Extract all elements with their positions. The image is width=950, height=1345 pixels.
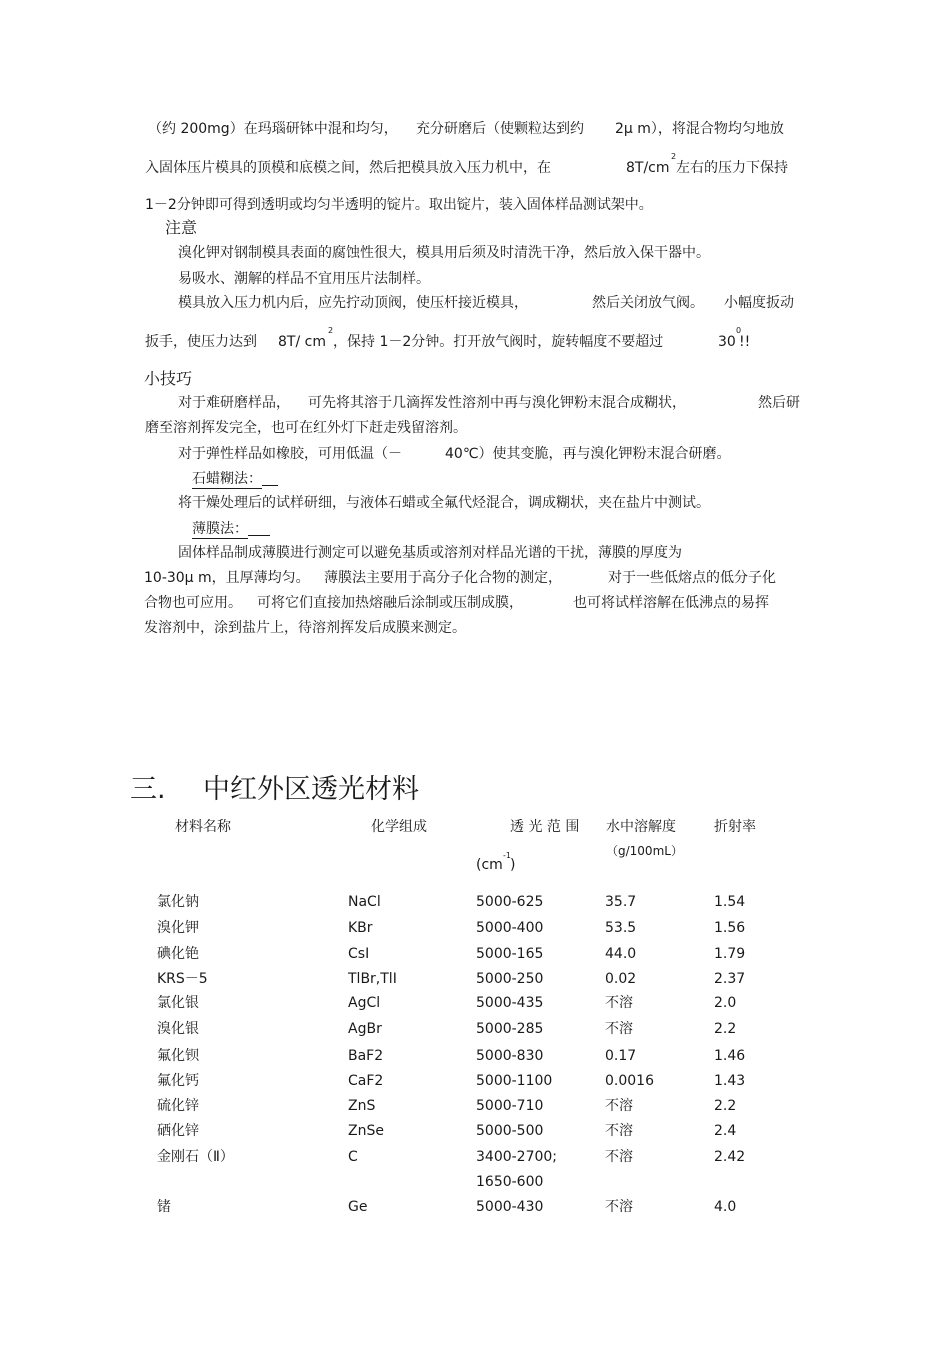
para1-line1-a: （约 200mg）在玛瑙研钵中混和均匀，	[148, 121, 398, 137]
cell-range: 1650-600	[476, 1174, 544, 1190]
cell-name: 金刚石（Ⅱ）	[157, 1149, 234, 1165]
cell-formula: C	[348, 1149, 358, 1165]
note-item-3-g: 30	[718, 334, 736, 350]
tips-line3-b: 40℃）使其变脆，再与溴化钾粉末混合研磨。	[445, 446, 731, 462]
film-line2	[144, 569, 804, 587]
tips-line1-b: 可先将其溶于几滴挥发性溶剂中再与溴化钾粉末混合成糊状，	[308, 395, 686, 411]
cell-formula: AgBr	[348, 1021, 382, 1037]
cell-formula: ZnS	[348, 1098, 376, 1114]
paraffin-heading	[192, 470, 278, 488]
film-line1: 固体样品制成薄膜进行测定可以避免基质或溶剂对样品光谱的干扰，薄膜的厚度为	[178, 545, 682, 561]
header-refractive: 折射率	[714, 819, 756, 835]
cell-solubility: 不溶	[605, 1021, 633, 1037]
header-range-unit-open: (cm	[476, 857, 503, 873]
note-item-3-h: !!	[739, 334, 751, 350]
para1-line1	[148, 120, 808, 138]
note-heading: 注意	[165, 218, 198, 237]
film-line4: 发溶剂中，涂到盐片上，待溶剂挥发后成膜来测定。	[144, 620, 466, 636]
note-item-3-b: 然后关闭放气阀。	[592, 295, 704, 311]
note-item-3-line2	[145, 326, 785, 351]
film-line2-b: 薄膜法主要用于高分子化合物的测定，	[324, 570, 562, 586]
para1-line2-a: 入固体压片模具的顶模和底模之间，然后把模具放入压力机中，在	[145, 160, 551, 176]
cell-solubility: 不溶	[605, 1199, 633, 1215]
para1-line1-c: 2μ m），将混合物均匀地放	[615, 121, 784, 137]
film-line3-b: 可将它们直接加热熔融后涂制或压制成膜，	[257, 595, 523, 611]
cell-solubility: 0.0016	[605, 1073, 654, 1089]
cell-range: 5000-435	[476, 995, 544, 1011]
cell-range: 3400-2700;	[476, 1149, 558, 1165]
cell-refractive: 1.46	[714, 1048, 746, 1064]
cell-solubility: 53.5	[605, 920, 637, 936]
note-item-3-c: 小幅度扳动	[724, 295, 794, 311]
tips-heading: 小技巧	[144, 369, 193, 388]
tips-line3-a: 对于弹性样品如橡胶，可用低温（－	[178, 446, 402, 462]
para1-line2-c: 左右的压力下保持	[676, 160, 788, 176]
cell-name: 碘化铯	[157, 946, 199, 962]
cell-solubility: 44.0	[605, 946, 637, 962]
cell-range: 5000-285	[476, 1021, 544, 1037]
paraffin-heading-text: 石蜡糊法：	[192, 471, 262, 487]
section-title-text: 中红外区透光材料	[203, 774, 419, 805]
film-line3-c: 也可将试样溶解在低沸点的易挥	[573, 595, 769, 611]
note-item-3-f: ，保持 1－2分钟。打开放气阀时，旋转幅度不要超过	[333, 334, 664, 350]
para1-line2-sup: 2	[671, 152, 677, 161]
cell-solubility: 不溶	[605, 1098, 633, 1114]
note-item-3-line1	[178, 294, 818, 312]
cell-refractive: 1.54	[714, 894, 746, 910]
cell-name: 锗	[157, 1199, 171, 1215]
film-line2-c: 对于一些低熔点的低分子化	[608, 570, 776, 586]
cell-formula: TlBr,TlI	[348, 971, 397, 987]
cell-name: 氯化银	[157, 995, 199, 1011]
cell-solubility: 不溶	[605, 1123, 633, 1139]
cell-solubility: 35.7	[605, 894, 637, 910]
note-item-1: 溴化钾对钢制模具表面的腐蚀性很大，模具用后须及时清洗干净，然后放入保干器中。	[178, 245, 710, 261]
cell-range: 5000-625	[476, 894, 544, 910]
cell-solubility: 0.17	[605, 1048, 637, 1064]
section-number: 三.	[130, 774, 166, 805]
cell-formula: CaF2	[348, 1073, 384, 1089]
cell-formula: AgCl	[348, 995, 381, 1011]
tips-line1-c: 然后研	[758, 395, 800, 411]
cell-formula: Ge	[348, 1199, 368, 1215]
cell-range: 5000-165	[476, 946, 544, 962]
note-item-3-sup: 2	[328, 326, 334, 335]
header-range-unit-close: )	[510, 857, 516, 873]
para1-line2	[145, 152, 805, 177]
header-range: 透 光 范 围	[510, 819, 580, 835]
header-solubility: 水中溶解度	[606, 819, 676, 835]
cell-range: 5000-500	[476, 1123, 544, 1139]
cell-name: 氟化钡	[157, 1048, 199, 1064]
cell-solubility: 不溶	[605, 1149, 633, 1165]
cell-range: 5000-830	[476, 1048, 544, 1064]
cell-refractive: 2.42	[714, 1149, 746, 1165]
cell-range: 5000-1100	[476, 1073, 553, 1089]
cell-refractive: 2.4	[714, 1123, 737, 1139]
cell-formula: NaCl	[348, 894, 381, 910]
cell-refractive: 2.2	[714, 1021, 737, 1037]
film-heading-text: 薄膜法：	[192, 521, 248, 537]
note-item-3-a: 模具放入压力机内后，应先拧动顶阀，使压杆接近模具，	[178, 295, 528, 311]
note-item-3-e: 8T/ cm	[278, 334, 326, 350]
cell-refractive: 1.43	[714, 1073, 746, 1089]
paraffin-text: 将干燥处理后的试样研细，与液体石蜡或全氟代烃混合，调成糊状，夹在盐片中测试。	[178, 495, 710, 511]
film-heading	[192, 520, 270, 538]
para1-line3: 1－2分钟即可得到透明或均匀半透明的锭片。取出锭片，装入固体样品测试架中。	[145, 197, 653, 213]
cell-refractive: 2.0	[714, 995, 737, 1011]
cell-solubility: 0.02	[605, 971, 637, 987]
cell-name: 溴化银	[157, 1021, 199, 1037]
cell-formula: CsI	[348, 946, 370, 962]
tips-line1	[178, 394, 818, 412]
cell-name: 硒化锌	[157, 1123, 199, 1139]
cell-range: 5000-710	[476, 1098, 544, 1114]
cell-formula: BaF2	[348, 1048, 384, 1064]
cell-refractive: 4.0	[714, 1199, 737, 1215]
cell-name: 氟化钙	[157, 1073, 199, 1089]
cell-name: 硫化锌	[157, 1098, 199, 1114]
film-line3-a: 合物也可应用。	[144, 595, 242, 611]
header-name: 材料名称	[175, 819, 231, 835]
cell-name: 氯化钠	[157, 894, 199, 910]
note-item-3-sup2: 0	[736, 326, 742, 335]
cell-formula: ZnSe	[348, 1123, 384, 1139]
header-formula: 化学组成	[371, 819, 427, 835]
cell-refractive: 1.56	[714, 920, 746, 936]
para1-line1-b: 充分研磨后（使颗粒达到约	[416, 121, 584, 137]
cell-formula: KBr	[348, 920, 373, 936]
cell-solubility: 不溶	[605, 995, 633, 1011]
header-range-unit	[476, 851, 536, 874]
cell-refractive: 2.2	[714, 1098, 737, 1114]
header-range-unit-sup: -1	[503, 851, 511, 860]
para1-line2-unit: 8T/cm	[626, 160, 670, 176]
tips-line1-a: 对于难研磨样品，	[178, 395, 290, 411]
cell-name: KRS－5	[157, 971, 208, 987]
cell-range: 5000-400	[476, 920, 544, 936]
cell-range: 5000-250	[476, 971, 544, 987]
film-line3	[144, 594, 804, 612]
note-item-2: 易吸水、潮解的样品不宜用压片法制样。	[178, 271, 430, 287]
film-line2-a: 10-30μ m，且厚薄均匀。	[144, 570, 310, 586]
cell-name: 溴化钾	[157, 920, 199, 936]
tips-line2: 磨至溶剂挥发完全，也可在红外灯下赶走残留溶剂。	[145, 420, 467, 436]
cell-refractive: 1.79	[714, 946, 746, 962]
note-item-3-d: 扳手，使压力达到	[145, 334, 257, 350]
cell-refractive: 2.37	[714, 971, 746, 987]
cell-range: 5000-430	[476, 1199, 544, 1215]
header-solubility-unit: （g/100mL）	[606, 844, 683, 858]
tips-line3	[178, 445, 778, 463]
